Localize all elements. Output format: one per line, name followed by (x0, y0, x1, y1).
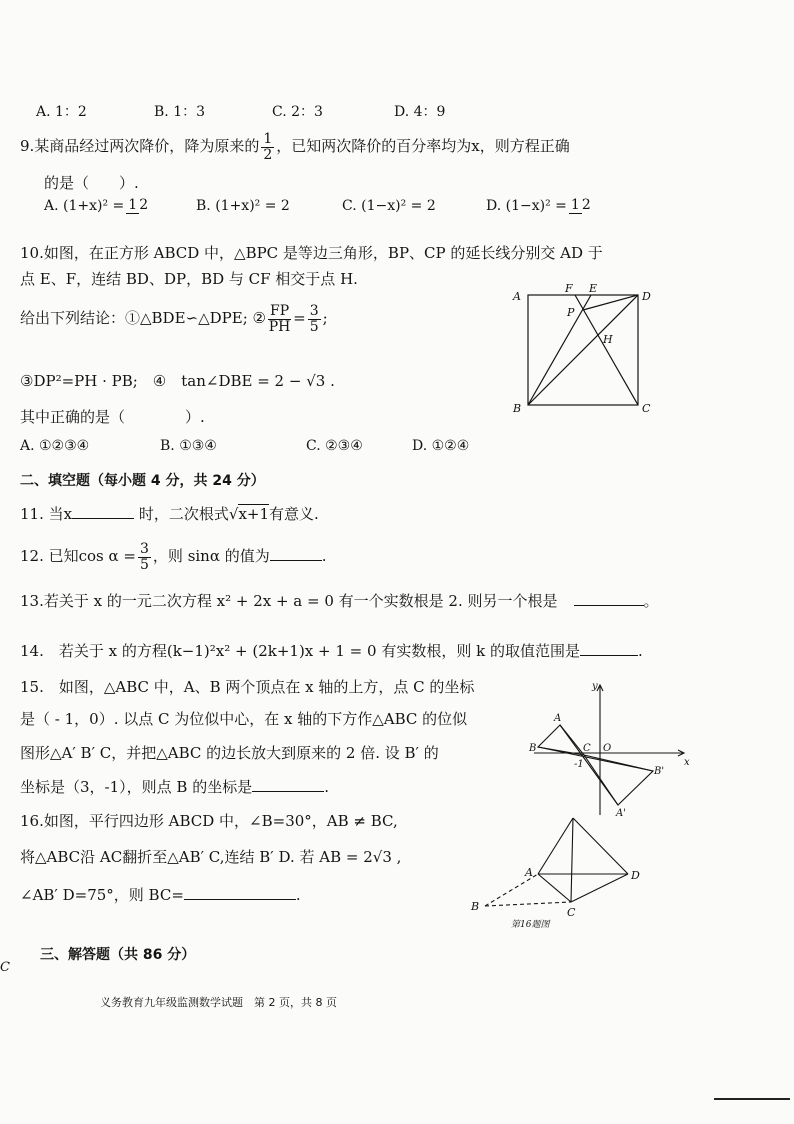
q16-label-c: C (567, 906, 576, 919)
q11-answer-blank (72, 518, 134, 519)
q16-label-b: B (471, 900, 480, 913)
q9-line1: 9.某商品经过两次降价，降为原来的 $\frac{1}{2}$ ，已知两次降价的百分率均为x，则方程正确 (20, 131, 570, 163)
line-cd (571, 874, 628, 902)
q9-option-b: B. (1+x)² = 2 (196, 198, 290, 214)
q10-label-b: B (513, 402, 522, 415)
section2-heading: 二、填空题（每小题 4 分，共 24 分） (20, 473, 265, 489)
q9-fraction: $\frac{1}{2}$ (263, 131, 273, 163)
q16-label-d: D (631, 869, 640, 882)
q10-line3: 给出下列结论：①△BDE∽△DPE; ② $\frac{FP}{PH}$ = $\frac{3}{5}$ ; (20, 303, 328, 335)
q10-line2: 点 E、F，连结 BD、DP，BD 与 CF 相交于点 H. (20, 270, 358, 288)
q10-option-b: B. ①③④ (160, 438, 217, 454)
q9-options (44, 198, 593, 214)
triangle-a-prime-b-prime-c (584, 755, 653, 805)
section3-heading: 三、解答题（共 86 分） (40, 947, 196, 963)
q10-label-c: C (642, 402, 651, 415)
q14-line: 14. 若关于 x 的方程(k−1)²x² + (2k+1)x + 1 = 0 有实数根，则 k 的取值范围是 . (20, 642, 643, 660)
q16-answer-blank (184, 899, 296, 900)
q15-answer-blank (252, 791, 324, 792)
scan-edge-line (714, 1098, 790, 1100)
q16-parallelogram-figure (463, 810, 658, 930)
q13-line: 13.若关于 x 的一元二次方程 x² + 2x + a = 0 有一个实数根是 2. 则另一个根是 。 (20, 592, 659, 610)
q11-line: 11. 当x 时，二次根式√x+1有意义. (20, 505, 319, 523)
line-cf (575, 295, 638, 405)
q9-option-d: D. (1−x)² = 1 2 (486, 197, 591, 214)
q8-option-d: D. 4：9 (394, 104, 446, 120)
q15-line3: 图形△A′ B′ C，并把△ABC 的边长放大到原来的 2 倍. 设 B′ 的 (20, 744, 439, 762)
q15-label-minus-one: -1 (574, 759, 584, 770)
q10-label-h: H (603, 333, 613, 346)
q15-coordinate-figure (528, 675, 693, 820)
q8-option-b: B. 1：3 (154, 104, 206, 120)
q8-options (36, 101, 445, 121)
q10-label-d: D (642, 290, 651, 303)
q9-line2: 的是（ ）. (44, 174, 139, 192)
q13-answer-blank (574, 605, 644, 606)
triangle-abc (538, 725, 584, 755)
line-ac (538, 874, 571, 902)
q16-line2: 将△ABC沿 AC翻折至△AB′ C,连结 B′ D. 若 AB = 2√3 , (20, 848, 402, 866)
q10-label-e: E (589, 282, 598, 295)
q15-label-c: C (583, 743, 591, 754)
sqrt-sign-icon: √ (228, 505, 239, 523)
q10-label-f: F (565, 282, 573, 295)
margin-mark: C (0, 960, 10, 975)
line-bc-dashed (485, 902, 571, 906)
page-footer: 义务教育九年级监测数学试题 第 2 页，共 8 页 (100, 996, 337, 1009)
line-be (528, 295, 591, 405)
q10-label-a: A (513, 290, 521, 303)
q10-options (20, 438, 469, 454)
line-b-prime-d (573, 818, 628, 874)
q12-answer-blank (270, 560, 322, 561)
q10-line1: 10.如图，在正方形 ABCD 中，△BPC 是等边三角形，BP、CP 的延长线分别交 AD 于 (20, 244, 603, 262)
q10-line4: ③DP²=PH · PB; ④ tan∠DBE = 2 − √3 . (20, 372, 335, 390)
q12-line: 12. 已知cos α = $\frac{3}{5}$ ，则 sinα 的值为 . (20, 541, 327, 573)
q15-label-b: B (529, 743, 537, 754)
q16-label-a: A (525, 866, 533, 879)
q9-option-a: A. (1+x)² = 1 2 (44, 197, 149, 214)
q15-label-a: A (554, 713, 562, 724)
q16-line1: 16.如图，平行四边形 ABCD 中，∠B=30°，AB ≠ BC, (20, 812, 398, 830)
q8-option-c: C. 2：3 (272, 104, 323, 120)
q10-line5: 其中正确的是（ ）. (20, 408, 205, 426)
line-bb-prime (538, 747, 653, 771)
q10-option-a: A. ①②③④ (20, 438, 90, 454)
q15-line4: 坐标是（3，-1），则点 B 的坐标是 . (20, 778, 329, 796)
q10-option-d: D. ①②④ (412, 438, 470, 454)
q10-option-c: C. ②③④ (306, 438, 363, 454)
q15-line1: 15. 如图，△ABC 中，A、B 两个顶点在 x 轴的上方，点 C 的坐标 (20, 678, 475, 696)
q16-figure-caption: 第16题图 (511, 920, 550, 930)
q15-line2: 是（ - 1，0）. 以点 C 为位似中心，在 x 轴的下方作△ABC 的位似 (20, 710, 468, 728)
q9-option-c: C. (1−x)² = 2 (342, 198, 436, 214)
q15-label-o: O (603, 743, 612, 754)
line-aa-prime (560, 725, 618, 805)
q10-fraction-3-5: $\frac{3}{5}$ (309, 303, 319, 335)
q10-square-figure (505, 280, 655, 420)
line-ab-prime (538, 818, 573, 874)
q15-label-b-prime: B' (654, 766, 665, 777)
diagonal-bd (528, 295, 638, 405)
q10-label-p: P (567, 306, 575, 319)
q10-fraction-fp-ph: $\frac{FP}{PH}$ (268, 303, 291, 335)
line-b-prime-c (571, 818, 573, 902)
q15-label-x: x (684, 757, 690, 768)
q16-line3: ∠AB′ D=75°，则 BC= . (20, 886, 301, 904)
q15-label-y: y (592, 681, 598, 692)
q8-option-a: A. 1：2 (36, 104, 87, 120)
q15-label-a-prime: A' (616, 808, 626, 819)
q14-answer-blank (580, 655, 638, 656)
